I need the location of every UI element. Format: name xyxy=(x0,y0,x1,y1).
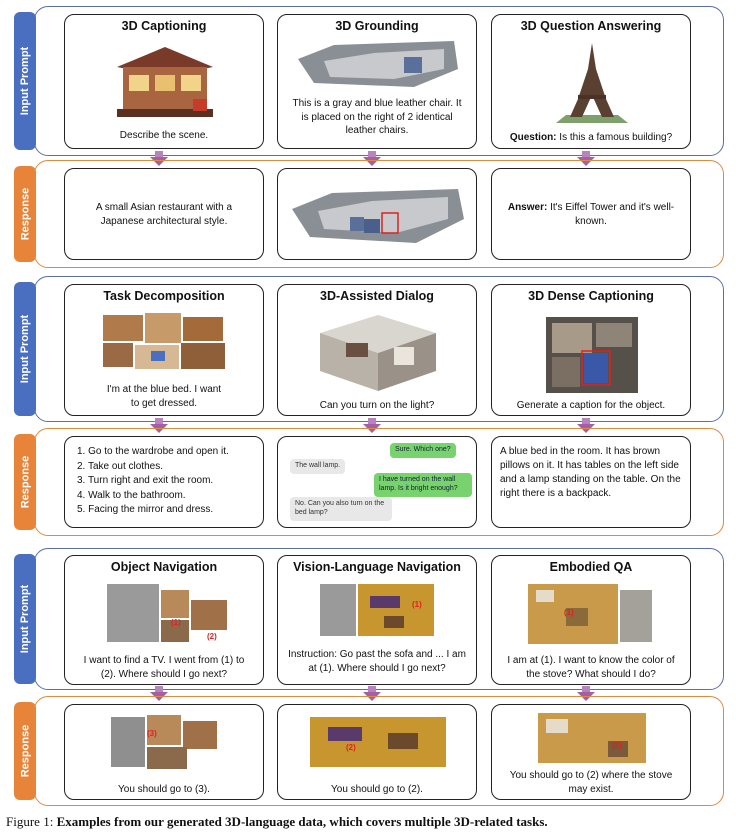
card-title: Object Navigation xyxy=(110,560,218,574)
prompt-text: I'm at the blue bed. I want to get dressed. xyxy=(106,384,222,409)
chat-bubble-user: The wall lamp. xyxy=(290,459,345,474)
input-prompt-label: Input Prompt xyxy=(19,314,31,384)
living-room-image xyxy=(308,713,448,771)
room-scan-image xyxy=(294,39,462,91)
house-map-image xyxy=(109,713,221,773)
steps-list xyxy=(77,445,257,518)
card-title: Vision-Language Navigation xyxy=(293,560,461,574)
row3-card-embodied-qa xyxy=(491,555,691,685)
card-title: 3D-Assisted Dialog xyxy=(320,289,434,303)
map-marker: (2) xyxy=(346,743,356,752)
card-title: Task Decomposition xyxy=(103,289,225,303)
row1-response-card-2 xyxy=(277,168,477,260)
chat-bubble-agent: Sure. Which one? xyxy=(390,443,456,458)
card-title: 3D Question Answering xyxy=(520,19,662,33)
response-text: A blue bed in the room. It has brown pillows on it. It has tables on the left side and a lamp standing on the table. On the right there is a backpack. xyxy=(500,446,681,499)
prompt-text: This is a gray and blue leather chair. It is placed on the right of 2 identical leather chairs. xyxy=(292,98,462,136)
row1-input-prompt-tab xyxy=(14,12,36,150)
floorplan-image xyxy=(101,311,229,371)
prompt-text: Generate a caption for the object. xyxy=(516,400,666,411)
row2-card-3d-assisted-dialog xyxy=(277,284,477,416)
response-label: Response xyxy=(19,187,32,241)
row2-response-tab xyxy=(14,434,36,530)
answer-label: Answer: xyxy=(507,202,548,213)
prompt-text xyxy=(496,131,686,145)
row1-card-3d-qa xyxy=(491,14,691,149)
row3-response-card-1 xyxy=(64,704,264,800)
row3-response-card-2 xyxy=(277,704,477,800)
response-text: A small Asian restaurant with a Japanese architectural style. xyxy=(95,202,233,227)
row3-card-object-navigation xyxy=(64,555,264,685)
row1-card-3d-captioning xyxy=(64,14,264,149)
response-text: You should go to (2) where the stove may exist. xyxy=(509,770,673,795)
step-item: 2. Take out clothes. xyxy=(77,460,163,472)
row3-response-tab xyxy=(14,702,36,800)
card-title: 3D Dense Captioning xyxy=(528,289,654,303)
scan-with-box-image xyxy=(544,313,640,395)
room-image xyxy=(316,313,440,393)
response-text: You should go to (2). xyxy=(331,784,423,795)
figure-caption xyxy=(6,814,548,830)
row1-response-card-1 xyxy=(64,168,264,260)
answer-text: It's Eiffel Tower and it's well-known. xyxy=(547,202,675,227)
prompt-text: Can you turn on the light? xyxy=(319,400,435,411)
response-text: You should go to (3). xyxy=(118,784,210,795)
restaurant-image xyxy=(107,37,223,125)
row1-response-tab xyxy=(14,166,36,262)
row2-response-card-dialog xyxy=(277,436,477,528)
row3-card-vln xyxy=(277,555,477,685)
response-text xyxy=(506,201,676,228)
question-label: Question: xyxy=(509,132,557,143)
row3-input-prompt-tab xyxy=(14,554,36,684)
prompt-text: I am at (1). I want to know the color of the stove? What should I do? xyxy=(507,655,675,680)
step-item: 1. Go to the wardrobe and open it. xyxy=(77,446,229,457)
card-title: 3D Grounding xyxy=(335,19,419,33)
response-label: Response xyxy=(19,724,32,778)
card-title: 3D Captioning xyxy=(121,19,207,33)
input-prompt-label: Input Prompt xyxy=(19,46,31,116)
row2-response-card-steps xyxy=(64,436,264,528)
map-marker: (2) xyxy=(612,741,622,750)
step-item: 3. Turn right and exit the room. xyxy=(77,475,214,486)
chat-bubble-user: No. Can you also turn on the bed lamp? xyxy=(290,497,392,521)
row2-input-prompt-tab xyxy=(14,282,36,416)
question-text: Is this a famous building? xyxy=(556,132,673,143)
row3-response-card-3 xyxy=(491,704,691,800)
row2-card-task-decomposition xyxy=(64,284,264,416)
living-room-image xyxy=(318,582,436,640)
row2-response-card-caption xyxy=(491,436,691,528)
input-prompt-label: Input Prompt xyxy=(19,584,31,654)
kitchen-map-image xyxy=(536,711,648,765)
card-title: Embodied QA xyxy=(549,560,633,574)
map-marker: (2) xyxy=(207,632,217,641)
chat-bubble-agent: I have turned on the wall lamp. Is it bright enough? xyxy=(374,473,472,497)
map-marker: (1) xyxy=(171,618,181,627)
kitchen-map-image xyxy=(526,580,658,648)
caption-text: Examples from our generated 3D-language data, which covers multiple 3D-related tasks. xyxy=(56,814,548,829)
prompt-text: Describe the scene. xyxy=(119,130,209,141)
caption-prefix: Figure 1: xyxy=(6,814,57,829)
map-marker: (1) xyxy=(412,600,422,609)
response-label: Response xyxy=(19,455,32,509)
row1-response-card-3 xyxy=(491,168,691,260)
room-scan-highlight-image xyxy=(288,185,468,247)
prompt-text: Instruction: Go past the sofa and ... I am at (1). Where should I go next? xyxy=(288,649,466,674)
step-item: 4. Walk to the bathroom. xyxy=(77,489,186,501)
eiffel-tower-image xyxy=(552,39,632,127)
step-item: 5. Facing the mirror and dress. xyxy=(77,504,214,515)
prompt-text: I want to find a TV. I went from (1) to (2). Where should I go next? xyxy=(83,655,245,680)
map-marker: (3) xyxy=(147,729,157,738)
row2-card-3d-dense-captioning xyxy=(491,284,691,416)
row1-card-3d-grounding xyxy=(277,14,477,149)
map-marker: (1) xyxy=(564,608,574,617)
